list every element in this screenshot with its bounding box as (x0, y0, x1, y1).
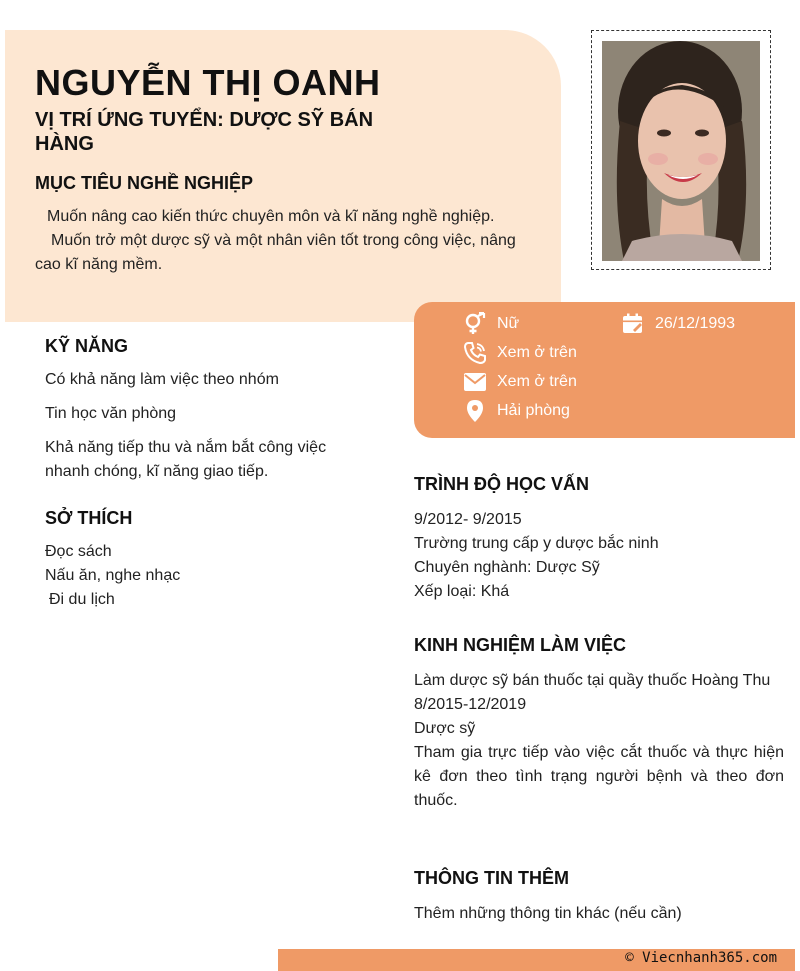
objective-title: MỤC TIÊU NGHỀ NGHIỆP (35, 173, 254, 193)
email-item (462, 369, 577, 395)
birthday-value: 26/12/1993 (655, 315, 736, 332)
contact-box (414, 302, 795, 438)
phone-item (462, 340, 577, 366)
skill-item: Có khả năng làm việc theo nhóm (45, 371, 279, 388)
footer-bar (278, 949, 795, 971)
calendar-icon (620, 311, 646, 337)
education-grade: Xếp loại: Khá (414, 583, 510, 600)
birthday-item (620, 311, 735, 337)
location-icon (462, 398, 488, 424)
gender-icon (462, 311, 488, 337)
gender-item (462, 311, 519, 337)
portrait-photo (602, 41, 760, 261)
phone-value: Xem ở trên (497, 344, 577, 361)
extra-title: THÔNG TIN THÊM (414, 868, 569, 888)
skills-title: KỸ NĂNG (45, 336, 129, 356)
address-item (462, 398, 570, 424)
education-details (414, 508, 784, 604)
extra-text: Thêm những thông tin khác (nếu cần) (414, 905, 682, 922)
footer-copyright: © Viecnhanh365.com (625, 950, 777, 966)
objective-line: Muốn trở một dược sỹ và một nhân viên tốt trong công việc, nâng cao kĩ năng mềm. (35, 232, 516, 273)
objective-text (35, 205, 525, 277)
education-title: TRÌNH ĐỘ HỌC VẤN (414, 474, 589, 494)
experience-title: KINH NGHIỆM LÀM VIỆC (414, 635, 627, 655)
experience-details (414, 669, 784, 813)
hobbies-title: SỞ THÍCH (45, 508, 133, 528)
gender-value: Nữ (497, 315, 520, 332)
experience-period: 8/2015-12/2019 (414, 696, 527, 713)
phone-icon (462, 340, 488, 366)
avatar (602, 41, 760, 261)
candidate-name: NGUYỄN THỊ OANH (35, 62, 381, 103)
hobby-item: Đi du lịch (49, 591, 115, 608)
education-school: Trường trung cấp y dược bắc ninh (414, 535, 659, 552)
applied-position: VỊ TRÍ ỨNG TUYỂN: DƯỢC SỸ BÁN HÀNG (35, 109, 374, 155)
skill-item: Tin học văn phòng (45, 405, 177, 422)
mail-icon (462, 369, 488, 395)
hobby-item: Đọc sách (45, 543, 112, 560)
hobby-item: Nấu ăn, nghe nhạc (45, 567, 181, 584)
address-value: Hải phòng (497, 402, 570, 419)
experience-role: Dược sỹ (414, 720, 476, 737)
experience-company: Làm dược sỹ bán thuốc tại quầy thuốc Hoàng Thu (414, 672, 771, 689)
photo-frame (591, 30, 771, 270)
skill-item: Khả năng tiếp thu và nắm bắt công việc nhanh chóng, kĩ năng giao tiếp. (45, 439, 327, 480)
experience-description: Tham gia trực tiếp vào việc cắt thuốc và thực hiện kê đơn theo tình trạng người bệnh và theo đơn thuốc. (414, 744, 784, 809)
email-value: Xem ở trên (497, 373, 577, 390)
education-period: 9/2012- 9/2015 (414, 511, 522, 528)
education-major: Chuyên nghành: Dược Sỹ (414, 559, 600, 576)
objective-line: Muốn nâng cao kiến thức chuyên môn và kĩ năng nghề nghiệp. (47, 208, 495, 225)
